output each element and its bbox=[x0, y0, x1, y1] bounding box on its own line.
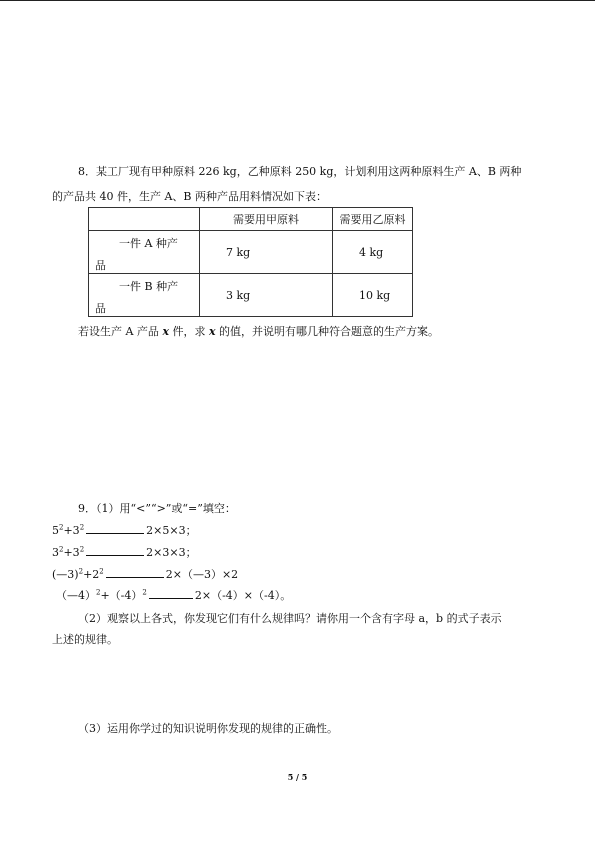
q9-part2-line2: 上述的规律。 bbox=[52, 633, 118, 646]
product-name-b: 一件 B 种产 bbox=[119, 280, 179, 293]
q8-question-post: 的值，并说明有哪几种符合题意的生产方案。 bbox=[215, 325, 440, 338]
q9-part1-instruction: 9．（1）用“<”“>”或“=”填空： bbox=[78, 502, 236, 515]
exponent: 2 bbox=[79, 523, 85, 532]
table-header-empty bbox=[89, 208, 200, 231]
expr-term: +（-4） bbox=[100, 589, 143, 602]
page-number: 5 / 5 bbox=[287, 772, 308, 782]
expr-rhs: 2×（-4）×（-4）。 bbox=[194, 589, 292, 602]
expr-term: 5 bbox=[52, 524, 59, 537]
expression-4 bbox=[56, 588, 291, 603]
product-name-wrap: 品 bbox=[95, 259, 106, 272]
q8-question-pre: 若设生产 A 产品 bbox=[78, 325, 163, 338]
expr-term: +3 bbox=[63, 524, 80, 537]
q8-question-mid: 件，求 bbox=[169, 325, 209, 338]
fill-blank[interactable] bbox=[86, 523, 144, 534]
fill-blank[interactable] bbox=[106, 567, 164, 578]
exponent: 2 bbox=[96, 588, 101, 597]
expression-2 bbox=[52, 545, 197, 560]
product-name-cell bbox=[89, 274, 200, 317]
table-header-yi: 需要用乙原料 bbox=[333, 208, 413, 231]
q9-part3: （3）运用你学过的知识说明你发现的规律的正确性。 bbox=[78, 722, 338, 735]
variable-x: x bbox=[209, 325, 216, 338]
expr-rhs: 2×3×3； bbox=[146, 546, 197, 559]
expr-term: 3 bbox=[52, 546, 59, 559]
exponent: 2 bbox=[99, 567, 104, 576]
fill-blank[interactable] bbox=[86, 545, 144, 556]
exponent: 2 bbox=[59, 545, 64, 554]
header-rule bbox=[0, 0, 595, 1]
table-header-row bbox=[89, 208, 413, 231]
yi-amount: 4 kg bbox=[333, 231, 413, 274]
jia-amount: 3 kg bbox=[200, 274, 333, 317]
exponent: 2 bbox=[78, 567, 84, 576]
exponent: 2 bbox=[59, 523, 64, 532]
expr-rhs: 2×5×3； bbox=[146, 524, 197, 537]
expr-term: (—3) bbox=[52, 568, 79, 581]
expr-term: （—4） bbox=[56, 589, 96, 602]
q9-part2-line1: （2）观察以上各式，你发现它们有什么规律吗？请你用一个含有字母 a，b 的式子表示 bbox=[78, 612, 502, 625]
q8-question bbox=[78, 325, 439, 339]
q8-text-line1: 8．某工厂现有甲种原料 226 kg，乙种原料 250 kg，计划利用这两种原料生产 A、B 两种 bbox=[78, 165, 522, 178]
yi-amount: 10 kg bbox=[333, 274, 413, 317]
expression-3 bbox=[52, 567, 238, 582]
table-row bbox=[89, 274, 413, 317]
expr-rhs: 2×（—3）×2 bbox=[165, 568, 239, 581]
material-table bbox=[88, 207, 413, 317]
product-name-cell bbox=[89, 231, 200, 274]
product-name-wrap: 品 bbox=[95, 302, 106, 315]
q8-text-line2: 的产品共 40 件，生产 A、B 两种产品用料情况如下表： bbox=[52, 190, 328, 203]
exponent: 2 bbox=[142, 588, 147, 597]
table-row bbox=[89, 231, 413, 274]
table-header-jia: 需要用甲原料 bbox=[200, 208, 333, 231]
product-name-a: 一件 A 种产 bbox=[119, 237, 178, 250]
variable-x: x bbox=[162, 325, 169, 338]
expression-1 bbox=[52, 523, 197, 538]
fill-blank[interactable] bbox=[149, 588, 193, 599]
expr-term: +2 bbox=[83, 568, 100, 581]
expr-term: +3 bbox=[63, 546, 80, 559]
jia-amount: 7 kg bbox=[200, 231, 333, 274]
exponent: 2 bbox=[79, 545, 85, 554]
